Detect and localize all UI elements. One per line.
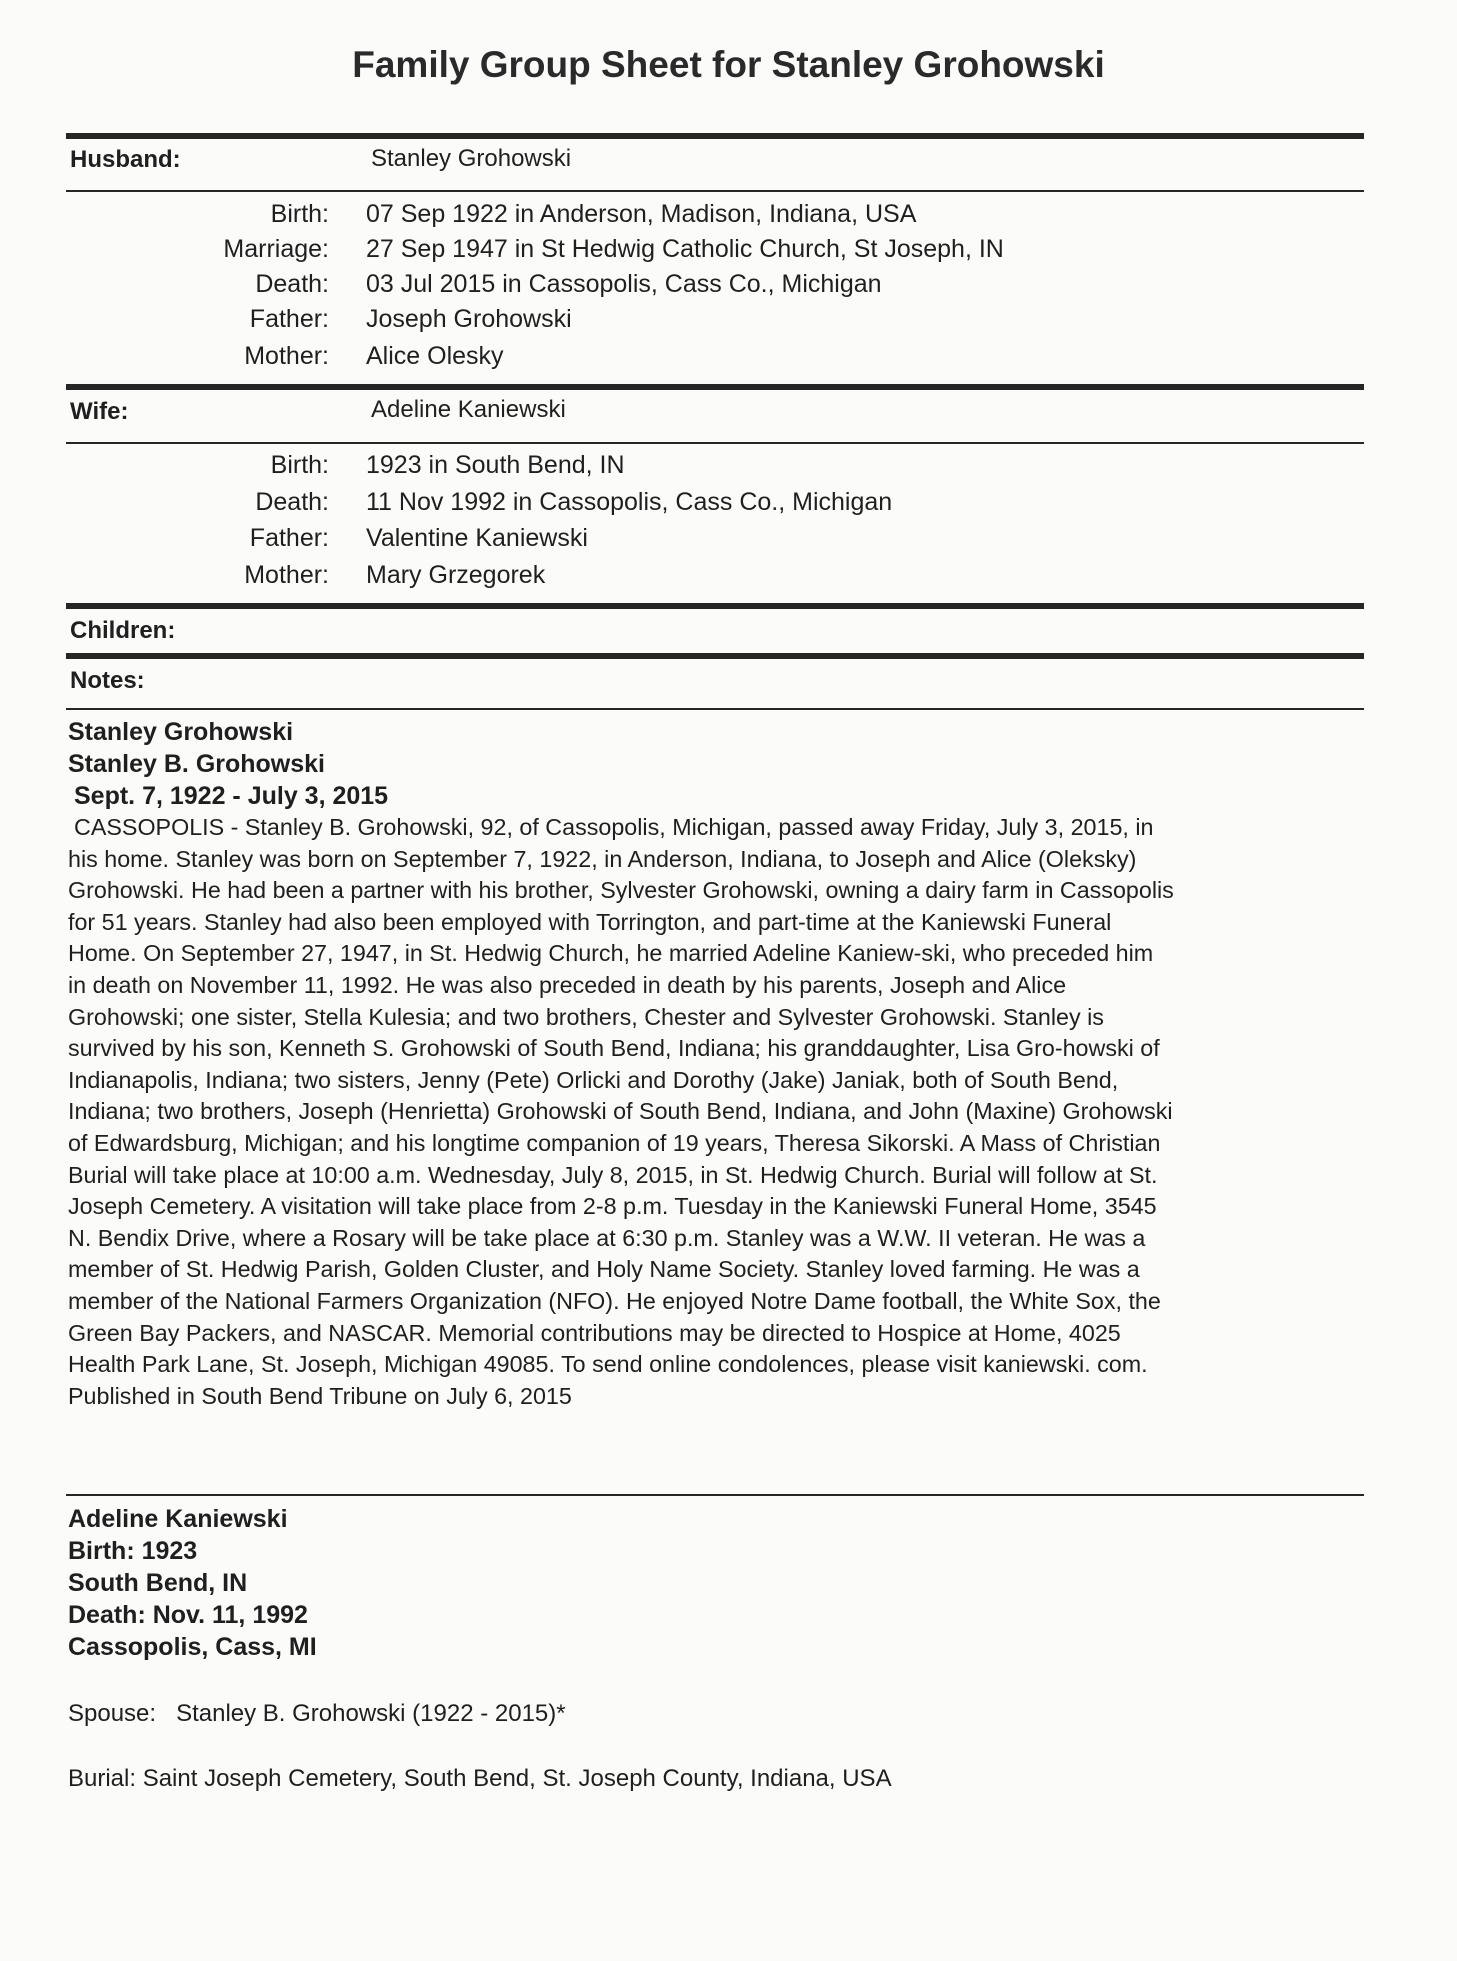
fact-label: Birth: (270, 200, 329, 228)
fact-label: Death: (255, 270, 329, 298)
notes-label: Notes: (70, 667, 145, 694)
notes-subheading: Stanley B. Grohowski (68, 750, 326, 778)
obituary-line: his home. Stanley was born on September 7, 1922, in Anderson, Indiana, to Joseph and Alice (Oleksky) (68, 845, 1137, 872)
wife-name: Adeline Kaniewski (371, 396, 566, 423)
obituary-line: CASSOPOLIS - Stanley B. Grohowski, 92, of Cassopolis, Michigan, passed away Friday, July 3, 2015, in (74, 814, 1154, 840)
obituary-line: member of St. Hedwig Parish, Golden Cluster, and Holy Name Society. Stanley loved farming. He was a (68, 1256, 1140, 1283)
obituary-line: Indiana; two brothers, Joseph (Henrietta) Grohowski of South Bend, Indiana, and John (Maxine) Grohowski (68, 1098, 1173, 1125)
obituary-line: N. Bendix Drive, where a Rosary will be take place at 6:30 p.m. Stanley was a W.W. II veteran. He was a (68, 1224, 1146, 1251)
fact-value: 27 Sep 1947 in St Hedwig Catholic Church, St Joseph, IN (366, 235, 1004, 263)
obituary-line: Burial will take place at 10:00 a.m. Wednesday, July 8, 2015, in St. Hedwig Church. Burial will follow at St. (68, 1161, 1158, 1188)
fact-value: 11 Nov 1992 in Cassopolis, Cass Co., Michigan (366, 488, 893, 516)
husband-fact-row (0, 342, 1457, 376)
adeline-name: Adeline Kaniewski (68, 1505, 288, 1533)
adeline-birthplace: South Bend, IN (68, 1569, 248, 1597)
fact-value: 03 Jul 2015 in Cassopolis, Cass Co., Michigan (366, 270, 882, 298)
fact-value: Alice Olesky (366, 342, 504, 370)
wife-fact-row (0, 524, 1457, 558)
fact-label: Mother: (244, 342, 329, 370)
section-rule-thick (66, 384, 1364, 390)
notes-dates: Sept. 7, 1922 - July 3, 2015 (74, 782, 389, 810)
section-rule-thick (66, 133, 1364, 139)
obituary-line: Indianapolis, Indiana; two sisters, Jenny (Pete) Orlicki and Dorothy (Jake) Janiak, both of South Bend, (68, 1066, 1119, 1093)
adeline-spouse: Spouse: Stanley B. Grohowski (1922 - 2015)* (68, 1700, 566, 1727)
notes-heading: Stanley Grohowski (68, 718, 294, 746)
fact-label: Father: (249, 305, 329, 333)
fact-label: Birth: (270, 451, 329, 479)
adeline-details (68, 1503, 1368, 1663)
fact-label: Marriage: (223, 235, 329, 263)
husband-fact-row (0, 305, 1457, 339)
husband-name: Stanley Grohowski (371, 145, 572, 172)
obituary-line: Green Bay Packers, and NASCAR. Memorial contributions may be directed to Hospice at Home, 4025 (68, 1319, 1121, 1346)
section-rule-thick (66, 603, 1364, 609)
obituary-line: member of the National Farmers Organization (NFO). He enjoyed Notre Dame football, the White Sox, the (68, 1287, 1161, 1314)
fact-value: Valentine Kaniewski (366, 524, 588, 552)
section-rule-thin (66, 1494, 1364, 1496)
adeline-death: Death: Nov. 11, 1992 (68, 1601, 308, 1629)
husband-fact-row (0, 235, 1457, 269)
adeline-deathplace: Cassopolis, Cass, MI (68, 1633, 317, 1661)
husband-fact-row (0, 200, 1457, 234)
section-rule-thin (66, 442, 1364, 444)
obituary-line: survived by his son, Kenneth S. Grohowski of South Bend, Indiana; his granddaughter, Lisa Gro-howski of (68, 1035, 1160, 1062)
wife-fact-row (0, 488, 1457, 522)
fact-value: 07 Sep 1922 in Anderson, Madison, Indiana, USA (366, 200, 917, 228)
obituary-text (68, 812, 1368, 1412)
wife-fact-row (0, 561, 1457, 595)
wife-label: Wife: (70, 398, 129, 425)
fact-value: 1923 in South Bend, IN (366, 451, 625, 479)
obituary-line: Grohowski. He had been a partner with his brother, Sylvester Grohowski, owning a dairy farm in Cassopolis (68, 877, 1174, 904)
children-label: Children: (70, 617, 176, 644)
fact-value: Mary Grzegorek (366, 561, 546, 589)
obituary-line: Joseph Cemetery. A visitation will take place from 2-8 p.m. Tuesday in the Kaniewski Funeral Home, 3545 (68, 1193, 1157, 1220)
fact-label: Death: (255, 488, 329, 516)
fact-label: Father: (249, 524, 329, 552)
fact-label: Mother: (244, 561, 329, 589)
section-rule-thin (66, 708, 1364, 710)
obituary-line: Health Park Lane, St. Joseph, Michigan 49085. To send online condolences, please visit kaniewski. com. (68, 1351, 1148, 1378)
section-rule-thick (66, 653, 1364, 659)
obituary-line: Published in South Bend Tribune on July 6, 2015 (68, 1382, 572, 1409)
section-rule-thin (66, 190, 1364, 192)
wife-fact-row (0, 451, 1457, 485)
obituary-line: Home. On September 27, 1947, in St. Hedwig Church, he married Adeline Kaniew-ski, who preceded him (68, 940, 1154, 967)
obituary-line: Grohowski; one sister, Stella Kulesia; and two brothers, Chester and Sylvester Grohowski. Stanley is (68, 1003, 1104, 1030)
obituary-line: for 51 years. Stanley had also been employed with Torrington, and part-time at the Kaniewski Funeral (68, 908, 1112, 935)
notes-content (68, 716, 1368, 1412)
fact-value: Joseph Grohowski (366, 305, 572, 333)
adeline-birth: Birth: 1923 (68, 1537, 198, 1565)
adeline-burial: Burial: Saint Joseph Cemetery, South Bend, St. Joseph County, Indiana, USA (68, 1765, 892, 1792)
husband-fact-row (0, 270, 1457, 304)
obituary-line: in death on November 11, 1992. He was also preceded in death by his parents, Joseph and Alice (68, 971, 1067, 998)
page-title: Family Group Sheet for Stanley Grohowski (352, 44, 1105, 85)
husband-label: Husband: (70, 146, 181, 173)
obituary-line: of Edwardsburg, Michigan; and his longtime companion of 19 years, Theresa Sikorski. A Mass of Christian (68, 1129, 1161, 1156)
